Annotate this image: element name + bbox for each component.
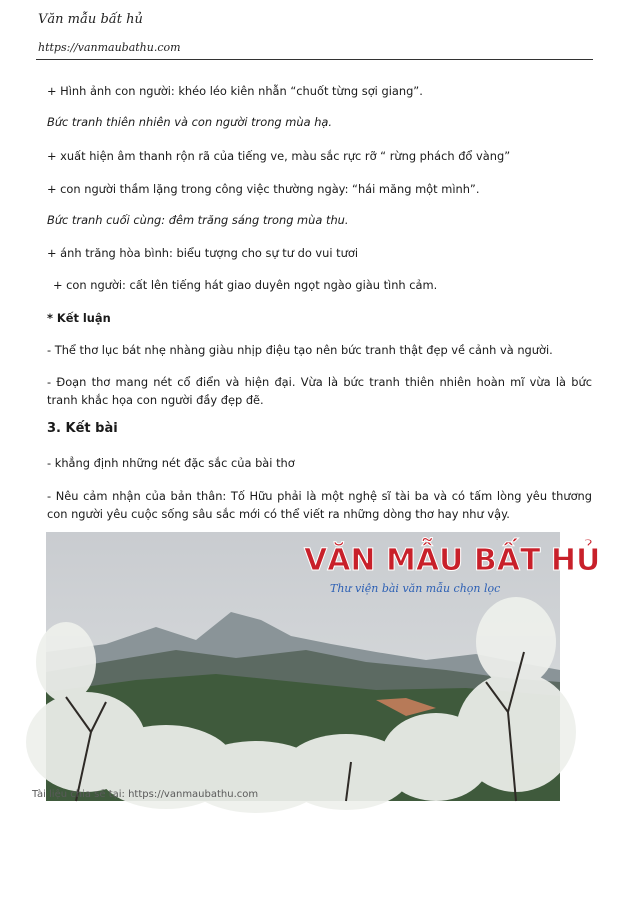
paragraph: + con người: cất lên tiếng hát giao duyên ngọt ngào giàu tình cảm. (53, 278, 438, 292)
header-url[interactable]: https://vanmaubathu.com (38, 41, 181, 54)
header-title: Văn mẫu bất hủ (38, 12, 143, 27)
header-divider (36, 59, 593, 60)
paragraph: - Thể thơ lục bát nhẹ nhàng giàu nhịp điệu tạo nên bức tranh thật đẹp về cảnh và người. (47, 343, 553, 357)
logo-text: VĂN MẪU BẤT HỦ (304, 543, 601, 578)
paragraph: + Hình ảnh con người: khéo léo kiên nhẫn “chuốt từng sợi giang”. (47, 84, 423, 98)
paragraph: Bức tranh thiên nhiên và con người trong mùa hạ. (47, 115, 333, 129)
paragraph: - khẳng định những nét đặc sắc của bài thơ (47, 456, 295, 470)
logo-tagline: Thư viện bài văn mẫu chọn lọc (330, 582, 501, 595)
paragraph: Bức tranh cuối cùng: đêm trăng sáng trong mùa thu. (47, 213, 349, 227)
footer-source[interactable]: Tài liệu chia sẻ tại: https://vanmaubathu.com (32, 789, 259, 800)
paragraph: + con người thầm lặng trong công việc thường ngày: “hái măng một mình”. (47, 182, 480, 196)
section-heading: 3. Kết bài (47, 421, 118, 436)
paragraph: - Đoạn thơ mang nét cổ điển và hiện đại. Vừa là bức tranh thiên nhiên hoàn mĩ vừa là bức tranh khắc họa con người đầy đẹp đẽ. (47, 375, 592, 407)
paragraph: - Nêu cảm nhận của bản thân: Tố Hữu phải là một nghệ sĩ tài ba và có tấm lòng yêu thương con người yêu cuộc sống sâu sắc mới có thể viết ra những dòng thơ hay như vậy. (47, 489, 592, 521)
landscape-photo (46, 532, 601, 801)
paragraph: + ánh trăng hòa bình: biểu tượng cho sự tư do vui tươi (47, 246, 358, 260)
paragraph: + xuất hiện âm thanh rộn rã của tiếng ve, màu sắc rực rỡ “ rừng phách đổ vàng” (47, 149, 511, 163)
section-heading: * Kết luận (47, 311, 111, 325)
